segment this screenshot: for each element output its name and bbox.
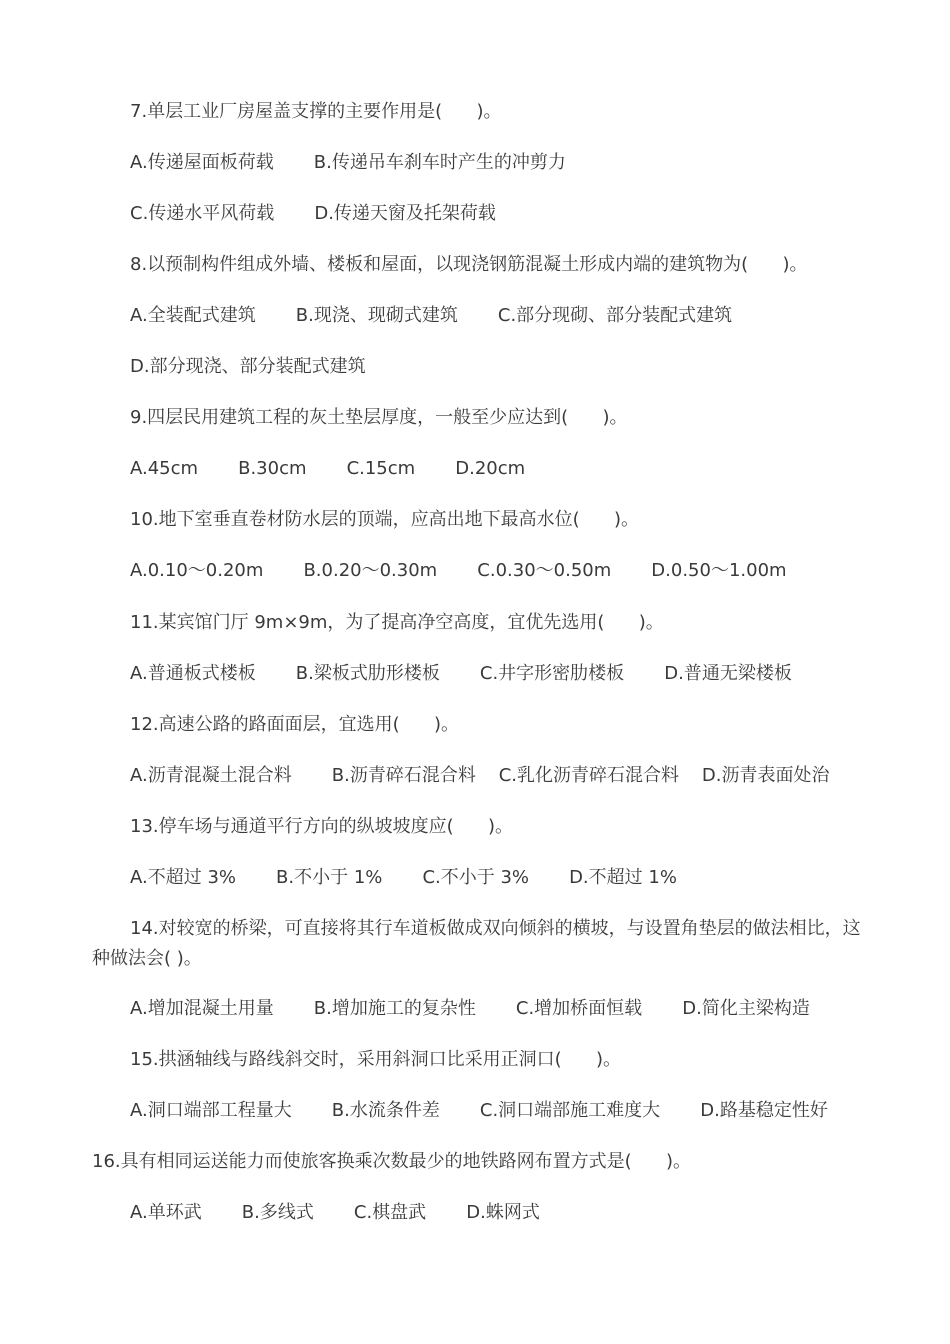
question-10-options: A.0.10～0.20m B.0.20～0.30m C.0.30～0.50m D.0.50～1.00m <box>130 560 787 581</box>
question-15: 15.拱涵轴线与路线斜交时，采用斜洞口比采用正洞口( )。 <box>130 1049 621 1070</box>
question-14-options: A.增加混凝土用量 B.增加施工的复杂性 C.增加桥面恒载 D.简化主梁构造 <box>130 998 810 1019</box>
question-7: 7.单层工业厂房屋盖支撑的主要作用是( )。 <box>130 101 502 122</box>
question-8-options-1: A.全装配式建筑 B.现浇、现砌式建筑 C.部分现砌、部分装配式建筑 <box>130 305 733 326</box>
question-13: 13.停车场与通道平行方向的纵坡坡度应( )。 <box>130 816 513 837</box>
question-7-options-1: A.传递屋面板荷载 B.传递吊车刹车时产生的冲剪力 <box>130 152 566 173</box>
question-13-options: A.不超过 3% B.不小于 1% C.不小于 3% D.不超过 1% <box>130 867 677 888</box>
question-14: 14.对较宽的桥梁，可直接将其行车道板做成双向倾斜的横坡，与设置角垫层的做法相比，这种做法会( )。 <box>92 918 861 969</box>
question-11-options: A.普通板式楼板 B.梁板式肋形楼板 C.井字形密肋楼板 D.普通无梁楼板 <box>130 663 792 684</box>
question-16: 16.具有相同运送能力而使旅客换乘次数最少的地铁路网布置方式是( )。 <box>92 1151 691 1172</box>
question-8-options-2: D.部分现浇、部分装配式建筑 <box>130 356 366 377</box>
question-9-options: A.45cm B.30cm C.15cm D.20cm <box>130 458 526 479</box>
question-8: 8.以预制构件组成外墙、楼板和屋面，以现浇钢筋混凝土形成内端的建筑物为( )。 <box>130 254 808 275</box>
question-16-options: A.单环武 B.多线式 C.棋盘武 D.蛛网式 <box>130 1202 540 1223</box>
question-10: 10.地下室垂直卷材防水层的顶端，应高出地下最高水位( )。 <box>130 509 639 530</box>
question-11: 11.某宾馆门厅 9m×9m，为了提高净空高度，宜优先选用( )。 <box>130 612 664 633</box>
question-15-options: A.洞口端部工程量大 B.水流条件差 C.洞口端部施工难度大 D.路基稳定性好 <box>130 1100 828 1121</box>
question-7-options-2: C.传递水平风荷载 D.传递天窗及托架荷载 <box>130 203 496 224</box>
question-12-options: A.沥青混凝土混合料 B.沥青碎石混合料 C.乳化沥青碎石混合料 D.沥青表面处治 <box>130 765 830 786</box>
question-9: 9.四层民用建筑工程的灰土垫层厚度，一般至少应达到( )。 <box>130 407 628 428</box>
question-12: 12.高速公路的路面面层，宜选用( )。 <box>130 714 459 735</box>
